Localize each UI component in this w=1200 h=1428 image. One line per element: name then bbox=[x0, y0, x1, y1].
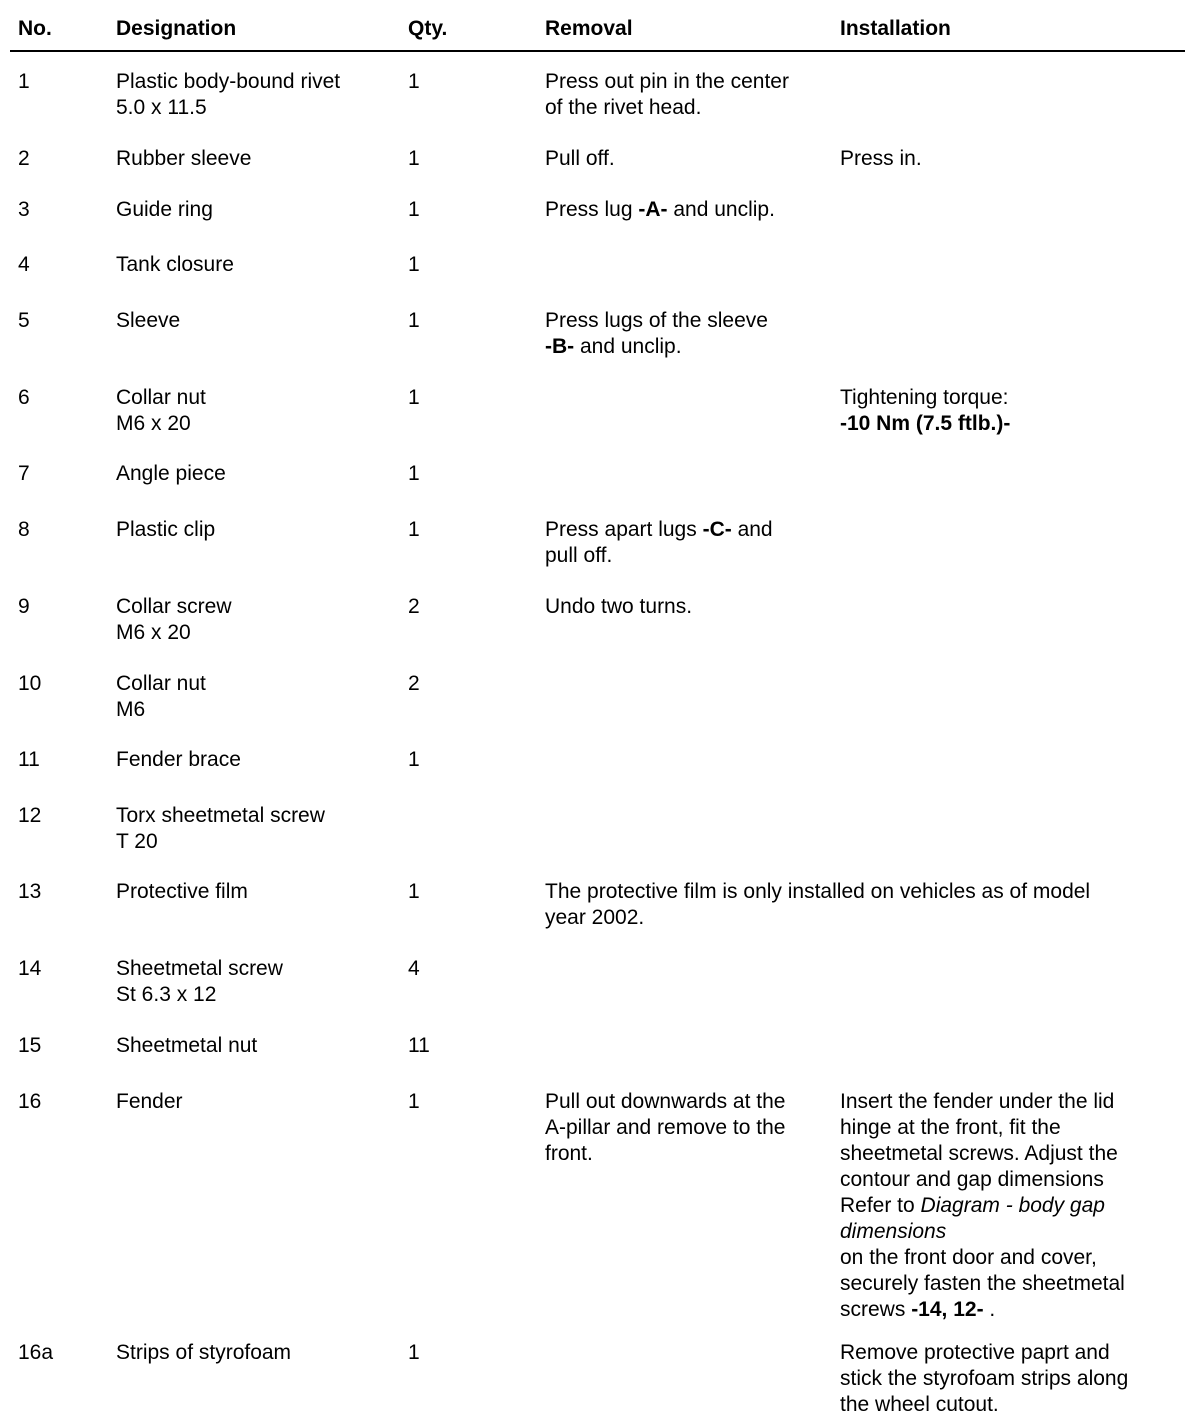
installation-line bbox=[840, 1297, 1125, 1323]
row-designation: Strips of styrofoam bbox=[116, 1341, 292, 1364]
row-no: 11 bbox=[18, 748, 40, 771]
row-no: 10 bbox=[18, 672, 42, 695]
row-no: 12 bbox=[18, 804, 42, 827]
lug-reference: -B- bbox=[545, 335, 575, 358]
row-designation: Sheetmetal nut bbox=[116, 1034, 258, 1057]
row-qty: 1 bbox=[408, 1090, 420, 1113]
lug-reference: -A- bbox=[638, 198, 668, 221]
header-removal: Removal bbox=[545, 17, 633, 40]
installation-line: on the front door and cover, bbox=[840, 1246, 1097, 1269]
row-designation: Tank closure bbox=[116, 253, 234, 276]
row-designation bbox=[116, 671, 206, 723]
removal-text: and bbox=[731, 518, 773, 541]
removal-line: The protective film is only installed on vehicles as of model bbox=[545, 880, 1091, 903]
designation-line: Plastic body-bound rivet bbox=[116, 70, 341, 93]
removal-line: A-pillar and remove to the bbox=[545, 1116, 786, 1139]
installation-line: securely fasten the sheetmetal bbox=[840, 1272, 1125, 1295]
row-removal: Pull off. bbox=[545, 147, 615, 170]
lug-reference: -C- bbox=[702, 518, 732, 541]
designation-line: T 20 bbox=[116, 830, 158, 853]
row-no: 4 bbox=[18, 253, 30, 276]
removal-line: of the rivet head. bbox=[545, 96, 702, 119]
row-qty: 1 bbox=[408, 147, 420, 170]
row-designation: Guide ring bbox=[116, 198, 213, 221]
row-qty: 1 bbox=[408, 1341, 420, 1364]
row-no: 6 bbox=[18, 386, 30, 409]
removal-line: Pull out downwards at the bbox=[545, 1090, 786, 1113]
row-installation: Press in. bbox=[840, 147, 922, 170]
row-installation bbox=[840, 385, 1010, 437]
header-qty: Qty. bbox=[408, 17, 448, 40]
removal-text: Press apart lugs bbox=[545, 518, 703, 541]
row-removal bbox=[545, 308, 768, 360]
header-designation: Designation bbox=[116, 17, 237, 40]
row-qty: 1 bbox=[408, 462, 420, 485]
torque-value: -10 Nm (7.5 ftlb.)- bbox=[840, 412, 1011, 435]
screw-reference: -14, 12- bbox=[911, 1298, 984, 1321]
designation-line: 5.0 x 11.5 bbox=[116, 96, 207, 119]
row-qty: 1 bbox=[408, 880, 420, 903]
row-no: 3 bbox=[18, 198, 30, 221]
row-no: 15 bbox=[18, 1034, 42, 1057]
row-no: 14 bbox=[18, 957, 42, 980]
row-qty: 2 bbox=[408, 672, 420, 695]
row-designation: Angle piece bbox=[116, 462, 226, 485]
installation-line: Tightening torque: bbox=[840, 386, 1009, 409]
designation-line: Collar nut bbox=[116, 386, 206, 409]
designation-line: M6 bbox=[116, 698, 146, 721]
installation-line: sheetmetal screws. Adjust the bbox=[840, 1142, 1118, 1165]
designation-line: Sheetmetal screw bbox=[116, 957, 283, 980]
row-qty: 11 bbox=[408, 1034, 430, 1057]
row-removal bbox=[545, 517, 773, 569]
diagram-reference: dimensions bbox=[840, 1220, 947, 1243]
row-designation: Protective film bbox=[116, 880, 248, 903]
removal-line: Press lugs of the sleeve bbox=[545, 309, 768, 332]
designation-line: Collar screw bbox=[116, 595, 232, 618]
removal-line bbox=[545, 334, 768, 360]
diagram-reference: Diagram - body gap bbox=[920, 1194, 1105, 1217]
row-designation bbox=[116, 594, 232, 646]
row-designation: Fender bbox=[116, 1090, 183, 1113]
row-qty: 1 bbox=[408, 198, 420, 221]
designation-line: Collar nut bbox=[116, 672, 206, 695]
removal-text: and unclip. bbox=[574, 335, 682, 358]
designation-line: Torx sheetmetal screw bbox=[116, 804, 325, 827]
row-installation bbox=[840, 1089, 1125, 1323]
removal-line: year 2002. bbox=[545, 906, 645, 929]
row-qty: 4 bbox=[408, 957, 420, 980]
header-installation: Installation bbox=[840, 17, 951, 40]
row-designation: Sleeve bbox=[116, 309, 181, 332]
header-divider bbox=[10, 50, 1185, 52]
installation-line: contour and gap dimensions bbox=[840, 1168, 1104, 1191]
installation-line bbox=[840, 1193, 1125, 1219]
row-no: 7 bbox=[18, 462, 30, 485]
header-no: No. bbox=[18, 17, 52, 40]
row-qty: 1 bbox=[408, 253, 420, 276]
row-designation: Rubber sleeve bbox=[116, 147, 252, 170]
row-no: 2 bbox=[18, 147, 30, 170]
designation-line: St 6.3 x 12 bbox=[116, 983, 217, 1006]
removal-line: front. bbox=[545, 1142, 593, 1165]
row-removal bbox=[545, 69, 789, 121]
row-removal bbox=[545, 879, 1090, 931]
row-no: 13 bbox=[18, 880, 42, 903]
installation-text: Refer to bbox=[840, 1194, 921, 1217]
row-no: 8 bbox=[18, 518, 30, 541]
row-removal bbox=[545, 197, 775, 223]
designation-line: M6 x 20 bbox=[116, 412, 191, 435]
row-designation bbox=[116, 69, 340, 121]
row-no: 1 bbox=[18, 70, 30, 93]
installation-text: screws bbox=[840, 1298, 912, 1321]
removal-text: Press lug bbox=[545, 198, 639, 221]
row-no: 9 bbox=[18, 595, 30, 618]
installation-line: Insert the fender under the lid bbox=[840, 1090, 1115, 1113]
designation-line: M6 x 20 bbox=[116, 621, 191, 644]
installation-line: hinge at the front, fit the bbox=[840, 1116, 1061, 1139]
installation-text: . bbox=[983, 1298, 996, 1321]
row-qty: 1 bbox=[408, 386, 420, 409]
installation-line: Remove protective paprt and bbox=[840, 1341, 1110, 1364]
row-no: 16a bbox=[18, 1341, 54, 1364]
removal-text: and unclip. bbox=[667, 198, 775, 221]
removal-line: Press out pin in the center bbox=[545, 70, 789, 93]
removal-line bbox=[545, 517, 773, 543]
row-removal: Undo two turns. bbox=[545, 595, 693, 618]
row-designation: Plastic clip bbox=[116, 518, 216, 541]
row-no: 5 bbox=[18, 309, 30, 332]
row-no: 16 bbox=[18, 1090, 42, 1113]
installation-line: stick the styrofoam strips along bbox=[840, 1367, 1129, 1390]
row-qty: 1 bbox=[408, 748, 420, 771]
row-qty: 2 bbox=[408, 595, 420, 618]
row-qty: 1 bbox=[408, 518, 420, 541]
installation-line: the wheel cutout. bbox=[840, 1393, 999, 1416]
removal-line: pull off. bbox=[545, 544, 613, 567]
row-removal bbox=[545, 1089, 785, 1167]
row-designation bbox=[116, 803, 325, 855]
row-qty: 1 bbox=[408, 309, 420, 332]
row-designation bbox=[116, 956, 283, 1008]
row-installation bbox=[840, 1340, 1128, 1418]
row-designation: Fender brace bbox=[116, 748, 241, 771]
row-designation bbox=[116, 385, 206, 437]
row-qty: 1 bbox=[408, 70, 420, 93]
